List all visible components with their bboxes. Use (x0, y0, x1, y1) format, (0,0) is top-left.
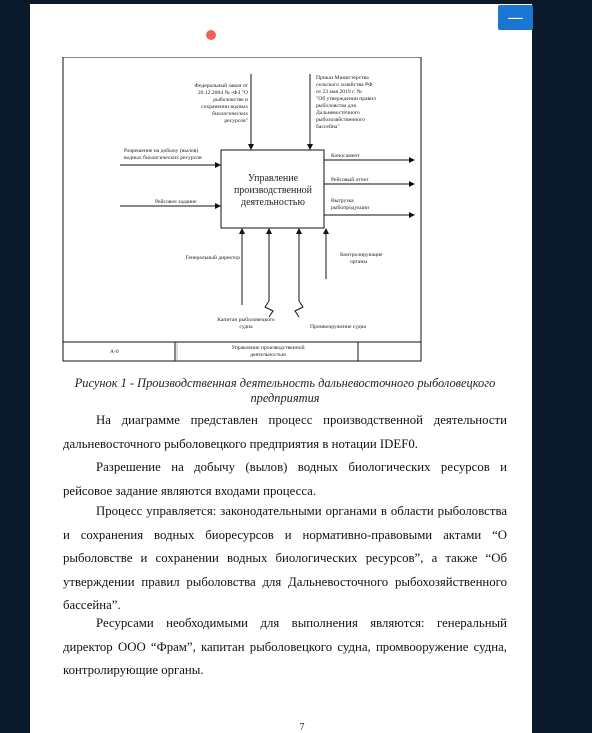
idef0-diagram (62, 57, 424, 363)
output-label-bill: Коносамент (331, 153, 360, 159)
footer-node: А-0 (110, 349, 119, 355)
output-label-report: Рейсовый отчет (331, 177, 369, 183)
minimize-button[interactable]: — (498, 5, 533, 30)
svg-text:Контролирующие: Контролирующие (340, 252, 383, 258)
svg-text:Приказ Министерства: Приказ Министерства (316, 75, 369, 81)
svg-text:Федеральный закон от: Федеральный закон от (194, 83, 248, 89)
right-panel (532, 0, 592, 733)
svg-text:20.12.2004 № -ФЗ "О: 20.12.2004 № -ФЗ "О (197, 90, 248, 96)
svg-text:сельского хозяйства РФ: сельского хозяйства РФ (316, 82, 373, 88)
svg-text:ресурсов": ресурсов" (224, 118, 248, 124)
input-label-permit (124, 147, 202, 161)
paragraph-2: Разрешение на добычу (вылов) водных биологических ресурсов и рейсовое задание являются входами процесса. (63, 460, 507, 498)
svg-text:рыбопродукции: рыбопродукции (331, 205, 369, 211)
svg-text:водных биологических ресурсов: водных биологических ресурсов (124, 155, 202, 161)
svg-text:бассейна": бассейна" (316, 124, 340, 130)
svg-text:сохранении водных: сохранении водных (201, 104, 248, 110)
record-indicator-icon (206, 30, 216, 40)
paragraph-1: На диаграмме представлен процесс производственной деятельности дальневосточного рыболовецкого предприятия в нотации IDEF0. (63, 413, 507, 451)
paragraph-4: Ресурсами необходимыми для выполнения являются: генеральный директор ООО “Фрам”, капитан рыболовецкого судна, промвооружение судна, контролирующие органы. (63, 616, 507, 677)
function-box-line-3: деятельностью (241, 197, 305, 208)
svg-text:биологических: биологических (212, 111, 248, 117)
svg-text:судна: судна (239, 324, 253, 330)
svg-text:"Об утверждении правил: "Об утверждении правил (316, 96, 376, 102)
svg-text:Управление производственной: Управление производственной (231, 345, 305, 351)
svg-text:органы: органы (350, 259, 368, 265)
control-label-order (316, 75, 376, 130)
svg-text:Дальневосточного: Дальневосточного (316, 110, 360, 116)
svg-text:рыбохозяйственного: рыбохозяйственного (316, 117, 365, 123)
svg-text:от 23 мая 2019 г. №: от 23 мая 2019 г. № (316, 89, 362, 95)
function-box-line-1: Управление (247, 173, 299, 184)
paragraph-3: Процесс управляется: законодательными органами в области рыболовства и сохранения водных биоресурсов и нормативно-правовыми актами “О рыболовстве и сохранении водных биологических ресурсов”, а также “Об утверждении правил рыболовства для Дальневосточного рыбохозяйственного бассейна”. (63, 504, 507, 612)
mechanism-label-director: Генеральный директор (185, 255, 240, 261)
figure-caption: Рисунок 1 - Производственная деятельность дальневосточного рыболовецкого предприятия (74, 376, 496, 405)
svg-text:Выгрузка: Выгрузка (331, 198, 354, 204)
function-box-line-2: производственной (233, 185, 313, 196)
svg-text:Разрешение на добычу (вылов): Разрешение на добычу (вылов) (124, 148, 199, 154)
output-label-unloading (331, 198, 369, 211)
svg-text:рыболовства для: рыболовства для (316, 103, 356, 109)
control-label-law (195, 82, 249, 124)
input-label-voyage-task: Рейсовое задание (155, 199, 197, 205)
svg-text:рыболовстве и: рыболовстве и (213, 97, 248, 103)
svg-text:деятельностью: деятельностью (250, 352, 286, 358)
mechanism-label-control-bodies (340, 252, 383, 265)
svg-text:Капитан рыболовецкого: Капитан рыболовецкого (217, 317, 275, 323)
page-number: 7 (299, 722, 305, 733)
mechanism-label-armament: Промвооружение судна (309, 324, 367, 330)
mechanism-label-captain (217, 316, 275, 330)
